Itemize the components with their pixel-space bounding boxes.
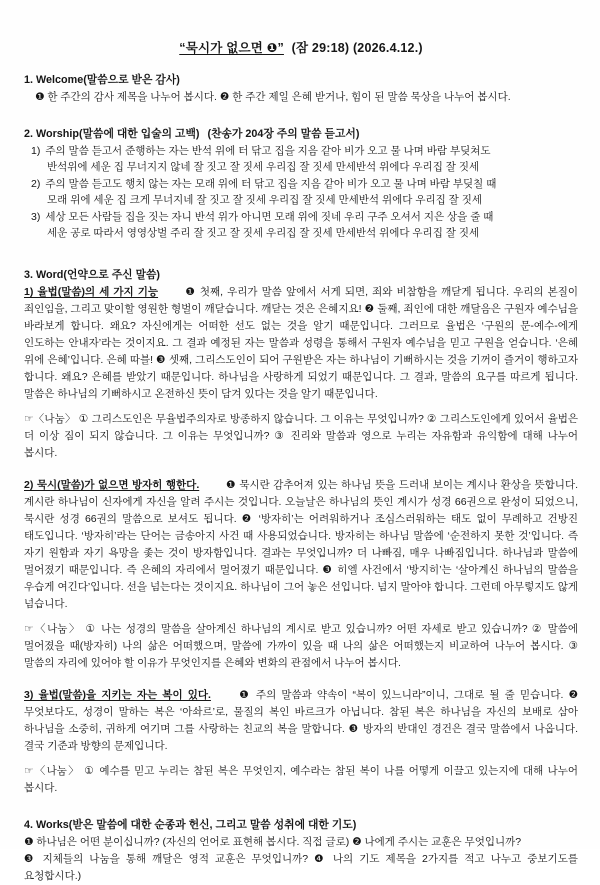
hymn-verse-2-line-1 [31, 177, 578, 193]
word-subsection-3-body: ❶ 주의 말씀과 약속이 “복이 있느니라”이니, 그대로 될 줄 믿습니다. ❷ 무엇보다도, 성경이 말하는 복은 ‘아솨르’로, 물질의 복인 바르크가 아닙니다. 참된 복은 하나님을 자신의 보배로 삼아 하나님을 소중히, 귀하게 여기며 그를 사랑하는 친교의 복을 말합니다. ❸ 방자의 반대인 경건은 결국 말씀에서 나옵니다. 결국 기준과 방향의 문제입니다. [24, 689, 578, 752]
hymn-verse-3 [31, 210, 578, 241]
document-title-reference: (잠 29:18) (2026.4.12.) [291, 41, 423, 55]
hymn-verse-1-line-1 [31, 144, 578, 160]
hymn-verses [31, 144, 578, 241]
word-subsection-2-sharing: ☞〈나눔〉 ① 나는 성경의 말씀을 살아계신 하나님의 계시로 받고 있습니까? 어떤 자세로 받고 있습니까? ② 말씀에 멀어졌을 때(방자히) 나의 삶은 어떠했으며, 말씀에 가까이 있을 때 나의 삶은 어떠했는지 비교하여 나누어 봅시다. ③ 말씀의 자리에 있어야 할 이유가 무엇인지를 은혜와 변화의 관점에서 나누어 봅시다. [24, 623, 578, 669]
word-subsection-1-heading: 1) 율법(말씀)의 세 가지 기능 [24, 286, 159, 298]
hymn-verse-1-text-1: 주의 말씀 듣고서 준행하는 자는 반석 위에 터 닦고 집을 지음 같아 비가 오고 물 나며 바람 부딪쳐도 [45, 145, 491, 157]
word-heading: 3. Word(언약으로 주신 말씀) [24, 269, 161, 281]
hymn-verse-2-line-2: 모래 위에 세운 집 크게 무너지네 잘 짓고 잘 짓세 우리집 잘 짓세 만세반석 위에다 우리집 잘 짓세 [47, 193, 483, 206]
word-subsection-1 [24, 284, 578, 403]
word-subsection-1-body: ❶ 첫째, 우리가 말씀 앞에서 서게 되면, 죄와 비참함을 깨닫게 됩니다. 우리의 본질이 죄인임을, 그리고 맞이할 영원한 형벌이 깨닫습니다. 깨닫는 것은 은혜지요! ❷ 둘째, 죄인에 대한 깨달음은 구원자 예수님을 바라보게 합니다. 왜요? 자신에게는 어떠한 선도 없는 것을 알기 때문입니다. 그러므로 율법은 ‘구원의 문-예수-에게 인도하는 안내자’라는 것이지요. 그 결과 예정된 자는 말씀과 성령을 통해서 구원자 예수님을 믿고 구원을 얻습니다. ‘은혜 위에 은혜’입니다. 은혜 따블! ❸ 셋째, 그리스도인이 되어 구원받은 자는 하나님이 기뻐하시는 것을 기꺼이 즐거이 행하고자 합니다. 왜요? 은혜를 받았기 때문입니다. 하나님을 사랑하게 되었기 때문입니다. 그 결과, 말씀의 요구를 따르게 됩니다. 말씀은 하나님의 기뻐하시고 온전하신 뜻이 담겨 있다는 것을 알기 때문입니다. [24, 286, 578, 400]
works-line-2: ❸ 지체들의 나눔을 통해 깨달은 영적 교훈은 무엇입니까? ❹ 나의 기도 제목을 2가지를 적고 나누고 중보기도를 요청합시다.) [24, 853, 578, 882]
hymn-verse-2-text-1: 주의 말씀 듣고도 행치 않는 자는 모래 위에 터 닦고 집을 지음 같아 비가 오고 물 나며 바람 부딪칠 때 [45, 178, 497, 190]
word-subsection-3-sharing: ☞〈나눔〉 ① 예수를 믿고 누리는 참된 복은 무엇인지, 예수라는 참된 복이 나를 어떻게 이끌고 있는지에 대해 나누어 봅시다. [24, 765, 578, 794]
hymn-verse-3-line-2: 세운 공로 따라서 영영상벌 주리 잘 짓고 잘 짓세 우리집 잘 짓세 만세반석 위에다 우리집 잘 짓세 [47, 226, 480, 239]
hymn-verse-2 [31, 177, 578, 208]
hymn-verse-3-line-1 [31, 210, 578, 226]
section-welcome [24, 72, 578, 106]
hymn-verse-2-number: 2) [31, 178, 41, 190]
hymn-verse-1-line-2: 반석위에 세운 집 무너지지 않네 잘 짓고 잘 짓세 우리집 잘 짓세 만세반석 위에다 우리집 잘 짓세 [47, 160, 480, 173]
worship-heading-title: 2. Worship(말씀에 대한 입술의 고백) [24, 128, 200, 140]
word-subsection-1-sharing: ☞〈나눔〉 ① 그리스도인은 무율법주의자로 방종하지 않습니다. 그 이유는 무엇입니까? ② 그리스도인에게 있어서 율법은 더 이상 짐이 되지 않습니다. 그 이유는 무엇입니까? ③ 진리와 말씀과 영으로 누리는 자유함과 유익함에 대해 나누어 봅시다. [24, 413, 578, 459]
works-heading: 4. Works(받은 말씀에 대한 순종과 헌신, 그리고 말씀 성취에 대한 기도) [24, 819, 357, 831]
hymn-verse-1-number: 1) [31, 145, 41, 157]
word-subsection-2 [24, 477, 578, 613]
section-word [24, 267, 578, 797]
section-worship [24, 126, 578, 241]
word-subsection-2-heading: 2) 묵시(말씀)가 없으면 방자히 행한다. [24, 479, 200, 491]
word-subsection-3 [24, 687, 578, 755]
welcome-heading: 1. Welcome(말씀으로 받은 감사) [24, 74, 180, 86]
worship-heading [24, 126, 578, 143]
welcome-body: ❶ 한 주간의 감사 제목을 나누어 봅시다. ❷ 한 주간 제일 은혜 받거나, 힘이 된 말씀 묵상을 나누어 봅시다. [35, 91, 511, 103]
word-subsection-3-heading: 3) 율법(말씀)을 지키는 자는 복이 있다. [24, 689, 211, 701]
hymn-verse-3-number: 3) [31, 211, 41, 223]
worship-hymn-note: (찬송가 204장 주의 말씀 듣고서) [207, 128, 360, 140]
word-subsection-2-body: ❶ 묵시란 감추어져 있는 하나님 뜻을 드러내 보이는 계시나 환상을 뜻합니다. 계시란 하나님이 신자에게 자신을 알려 주시는 것입니다. 오늘날은 하나님의 뜻인 계시가 성경 66권으로 완성이 되었으니, 묵시란 성경 66권의 말씀으로 보셔도 됩니다. ❷ ‘방자히’는 어려워하거나 조심스러워하는 태도 없이 무례하고 건방진 태도입니다. ‘방자히’라는 단어는 금송아지 사건 때 사용되었습니다. 방자히는 하나님 말씀에 ‘순전하지 못한 것’입니다. 즉 자기 원함과 자기 욕망을 좇는 것이 방자함입니다. 결과는 무엇입니까? 더 나빠짐, 매우 나빠짐입니다. 하나님과 말씀에 멀어졌기 때문입니다. 즉 은혜의 자리에서 멀어졌기 때문입니다. ❸ 히엘 사건에서 ‘방지히’는 ‘살아계신 하나님의 말씀을 우습게 여긴다’입니다. 선을 넘는다는 것이지요. 하나님이 그어 놓은 선입니다. 넘지 말아야 합니다. 그런데 아무렇지도 않게 넘습니다. [24, 479, 579, 610]
hymn-verse-3-text-1: 세상 모든 사람들 집을 짓는 자니 반석 위가 아니면 모래 위에 짓네 우리 구주 오셔서 지은 상을 줄 때 [45, 211, 494, 223]
section-works [24, 817, 578, 885]
document-title [24, 40, 578, 57]
works-line-1: ❶ 하나님은 어떤 분이십니까? (자신의 언어로 표현해 봅시다. 직접 글로) ❷ 나에게 주시는 교훈은 무엇입니까? [24, 836, 522, 848]
hymn-verse-1 [31, 144, 578, 175]
document-title-text: “묵시가 없으면 ❶” [179, 41, 284, 55]
